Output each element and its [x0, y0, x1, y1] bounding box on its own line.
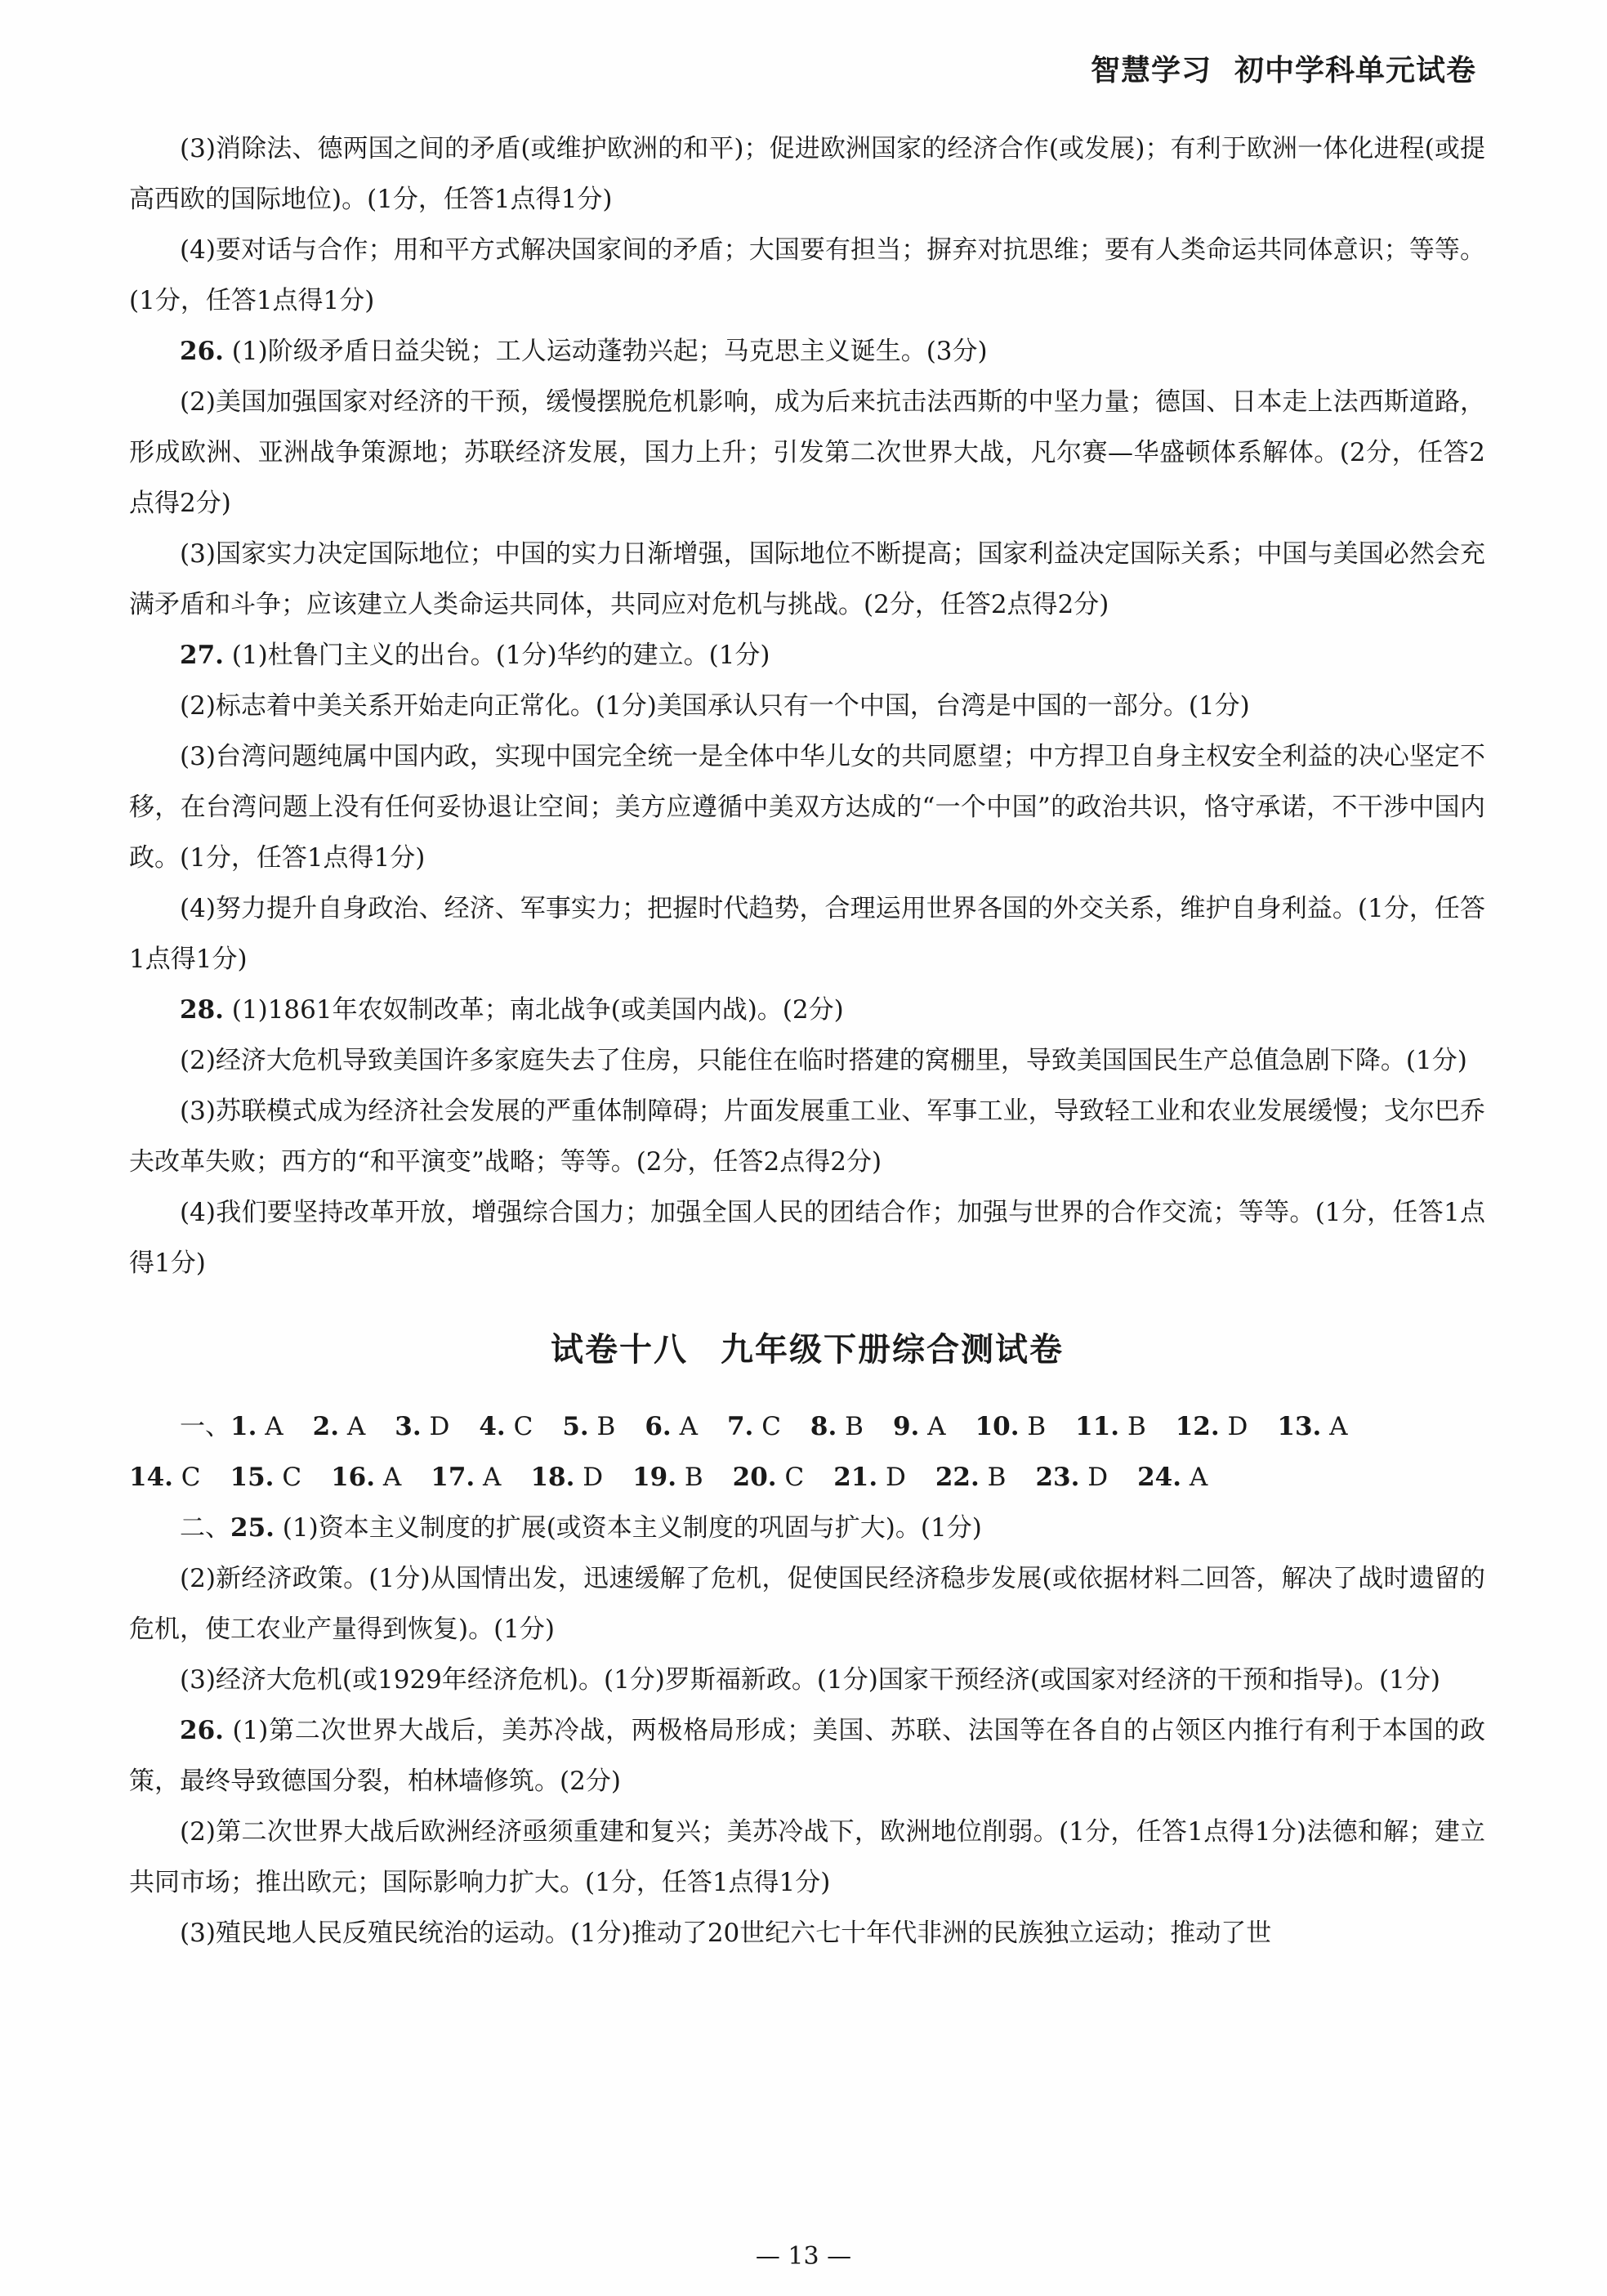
mc-answer-item — [935, 1452, 1007, 1503]
mc-answer-item — [1277, 1401, 1347, 1452]
answer-paragraph: (3)殖民地人民反殖民统治的运动。(1分)推动了20世纪六七十年代非洲的民族独立运动；推动了世 — [180, 1919, 1272, 1948]
header-book-title: 初中学科单元试卷 — [1234, 54, 1476, 87]
question-number: 27. — [180, 641, 224, 670]
mc-question-number: 7. — [726, 1412, 754, 1441]
mc-question-number: 4. — [479, 1412, 506, 1441]
mc-answer-item — [810, 1401, 864, 1452]
mc-answer-item — [230, 1401, 283, 1452]
mc-question-number: 17. — [431, 1463, 475, 1492]
mc-answer-letter: A — [1189, 1463, 1208, 1492]
mc-answer-letter: A — [679, 1412, 698, 1441]
mc-answer-item — [530, 1452, 603, 1503]
mc-answer-letter: B — [684, 1463, 703, 1492]
mc-answer-letter: A — [483, 1463, 502, 1492]
mc-question-number: 19. — [632, 1463, 677, 1492]
mc-answer-letter: B — [987, 1463, 1007, 1492]
mc-answer-item — [727, 1401, 781, 1452]
mc-answer-letter: D — [886, 1463, 906, 1492]
mc-answer-letter: A — [1329, 1412, 1348, 1441]
mc-answer-letter: B — [1027, 1412, 1047, 1441]
mc-answer-letter: A — [265, 1412, 283, 1441]
mc-answer-letter: D — [1087, 1463, 1109, 1492]
mc-answer-item — [1075, 1401, 1146, 1452]
page-header — [1091, 47, 1476, 89]
section-prefix: 二、 — [180, 1513, 230, 1543]
mc-answer-item — [632, 1452, 703, 1503]
mc-answer-letter: C — [784, 1463, 805, 1492]
question-25-answer: 二、25. (1)资本主义制度的扩展(或资本主义制度的巩固与扩大)。(1分) — [180, 1513, 982, 1543]
mc-question-number: 10. — [975, 1412, 1020, 1441]
question-26-answer: 26. (1)第二次世界大战后，美苏冷战，两极格局形成；美国、苏联、法国等在各自的占领区内推行有利于本国的政策，最终导致德国分裂，柏林墙修筑。(2分) — [129, 1716, 1485, 1796]
mc-answer-letter: D — [429, 1412, 450, 1441]
answer-paragraph: (4)要对话与合作；用和平方式解决国家间的矛盾；大国要有担当；摒弃对抗思维；要有人类命运共同体意识；等等。(1分，任答1点得1分) — [129, 235, 1485, 315]
question-28-answer: 28. (1)1861年农奴制改革；南北战争(或美国内战)。(2分) — [180, 995, 844, 1025]
answer-paragraph: (3)国家实力决定国际地位；中国的实力日渐增强，国际地位不断提高；国家利益决定国际关系；中国与美国必然会充满矛盾和斗争；应该建立人类命运共同体，共同应对危机与挑战。(2分，任答2点得2分) — [129, 539, 1485, 619]
mc-answer-letter: C — [513, 1412, 533, 1441]
answer-paragraph: (2)美国加强国家对经济的干预，缓慢摆脱危机影响，成为后来抗击法西斯的中坚力量；德国、日本走上法西斯道路，形成欧洲、亚洲战争策源地；苏联经济发展，国力上升；引发第二次世界大战，凡尔赛—华盛顿体系解体。(2分，任答2点得2分) — [129, 387, 1485, 518]
question-number: 26. — [180, 1716, 224, 1745]
mc-answer-item — [733, 1452, 805, 1503]
mc-answer-letter: B — [1127, 1412, 1146, 1441]
section-title: 试卷十八 九年级下册综合测试卷 — [551, 1331, 1064, 1369]
mc-answer-letter: B — [596, 1412, 616, 1441]
mc-answer-item — [645, 1401, 698, 1452]
mc-answer-item — [230, 1452, 302, 1503]
question-number: 26. — [180, 337, 224, 366]
mc-answer-item — [833, 1452, 906, 1503]
mc-answer-item — [395, 1401, 449, 1452]
answer-paragraph: (3)苏联模式成为经济社会发展的严重体制障碍；片面发展重工业、军事工业，导致轻工业和农业发展缓慢；戈尔巴乔夫改革失败；西方的“和平演变”战略；等等。(2分，任答2点得2分) — [129, 1097, 1485, 1177]
mc-answer-letter: A — [927, 1412, 946, 1441]
question-26-answer: 26. (1)阶级矛盾日益尖锐；工人运动蓬勃兴起；马克思主义诞生。(3分) — [180, 337, 988, 366]
header-series: 智慧学习 — [1090, 54, 1212, 87]
mc-answer-item — [331, 1452, 401, 1503]
answer-paragraph: (2)标志着中美关系开始走向正常化。(1分)美国承认只有一个中国，台湾是中国的一部分。(1分) — [180, 691, 1250, 721]
mc-answer-letter: C — [761, 1412, 781, 1441]
mc-question-number: 24. — [1137, 1463, 1182, 1492]
mc-question-number: 1. — [230, 1412, 257, 1441]
mc-answer-item — [479, 1401, 533, 1452]
mc-answer-item — [1176, 1401, 1248, 1452]
answer-paragraph: (2)第二次世界大战后欧洲经济亟须重建和复兴；美苏冷战下，欧洲地位削弱。(1分，任答1点得1分)法德和解；建立共同市场；推出欧元；国际影响力扩大。(1分，任答1点得1分) — [129, 1817, 1485, 1897]
mc-answer-letter: D — [583, 1463, 604, 1492]
mc-question-number: 21. — [833, 1463, 878, 1492]
answer-paragraph: (2)新经济政策。(1分)从国情出发，迅速缓解了危机，促使国民经济稳步发展(或依据材料二回答，解决了战时遗留的危机，使工农业产量得到恢复)。(1分) — [129, 1564, 1485, 1644]
answer-paragraph: (3)经济大危机(或1929年经济危机)。(1分)罗斯福新政。(1分)国家干预经济(或国家对经济的干预和指导)。(1分) — [180, 1665, 1440, 1695]
mc-answer-item — [313, 1401, 366, 1452]
answer-paragraph: (4)我们要坚持改革开放，增强综合国力；加强全国人民的团结合作；加强与世界的合作交流；等等。(1分，任答1点得1分) — [129, 1198, 1485, 1278]
mc-question-number: 16. — [331, 1463, 375, 1492]
answer-content — [129, 123, 1485, 1959]
multiple-choice-answers — [129, 1401, 1485, 1503]
mc-answer-item — [1035, 1452, 1108, 1503]
mc-question-number: 15. — [230, 1463, 275, 1492]
mc-answer-item — [893, 1401, 946, 1452]
mc-row — [129, 1452, 1485, 1503]
answer-paragraph: (2)经济大危机导致美国许多家庭失去了住房，只能住在临时搭建的窝棚里，导致美国国民生产总值急剧下降。(1分) — [180, 1046, 1467, 1075]
mc-question-number: 12. — [1175, 1412, 1220, 1441]
mc-answer-letter: A — [382, 1463, 402, 1492]
mc-question-number: 14. — [129, 1463, 173, 1492]
answer-paragraph: (3)消除法、德两国之间的矛盾(或维护欧洲的和平)；促进欧洲国家的经济合作(或发展)；有利于欧洲一体化进程(或提高西欧的国际地位)。(1分，任答1点得1分) — [129, 134, 1485, 214]
mc-answer-item — [1137, 1452, 1207, 1503]
mc-answer-letter: B — [845, 1412, 864, 1441]
answer-paragraph: (4)努力提升自身政治、经济、军事实力；把握时代趋势，合理运用世界各国的外交关系，维护自身利益。(1分，任答1点得1分) — [129, 894, 1485, 974]
mc-question-number: 3. — [395, 1412, 422, 1441]
answers-part-b — [129, 1503, 1485, 1959]
mc-question-number: 5. — [562, 1412, 589, 1441]
mc-answer-item — [129, 1452, 201, 1503]
question-number: 25. — [230, 1513, 275, 1543]
mc-question-number: 20. — [732, 1463, 777, 1492]
mc-question-number: 8. — [810, 1412, 837, 1441]
mc-question-number: 11. — [1075, 1412, 1120, 1441]
answer-paragraph: (3)台湾问题纯属中国内政，实现中国完全统一是全体中华儿女的共同愿望；中方捍卫自身主权安全利益的决心坚定不移，在台湾问题上没有任何妥协退让空间；美方应遵循中美双方达成的“一个中国”的政治共识，恪守承诺，不干涉中国内政。(1分，任答1点得1分) — [129, 742, 1485, 873]
mc-question-number: 2. — [312, 1412, 339, 1441]
mc-answer-item — [431, 1452, 501, 1503]
mc-answer-letter: C — [181, 1463, 201, 1492]
mc-question-number: 22. — [935, 1463, 980, 1492]
answers-part-a — [129, 123, 1485, 1289]
mc-question-number: 23. — [1035, 1463, 1080, 1492]
mc-answer-letter: A — [346, 1412, 366, 1441]
question-27-answer: 27. (1)杜鲁门主义的出台。(1分)华约的建立。(1分) — [180, 641, 770, 670]
mc-question-number: 13. — [1277, 1412, 1322, 1441]
mc-answer-letter: C — [282, 1463, 302, 1492]
mc-question-number: 18. — [530, 1463, 575, 1492]
mc-answer-letter: D — [1227, 1412, 1248, 1441]
mc-section-prefix: 一、 — [180, 1412, 230, 1441]
page-number: — 13 — — [755, 2242, 852, 2271]
mc-question-number: 9. — [892, 1412, 920, 1441]
mc-answer-item — [975, 1401, 1047, 1452]
question-number: 28. — [180, 995, 224, 1025]
mc-answer-item — [562, 1401, 615, 1452]
mc-row — [129, 1401, 1485, 1452]
mc-question-number: 6. — [645, 1412, 672, 1441]
